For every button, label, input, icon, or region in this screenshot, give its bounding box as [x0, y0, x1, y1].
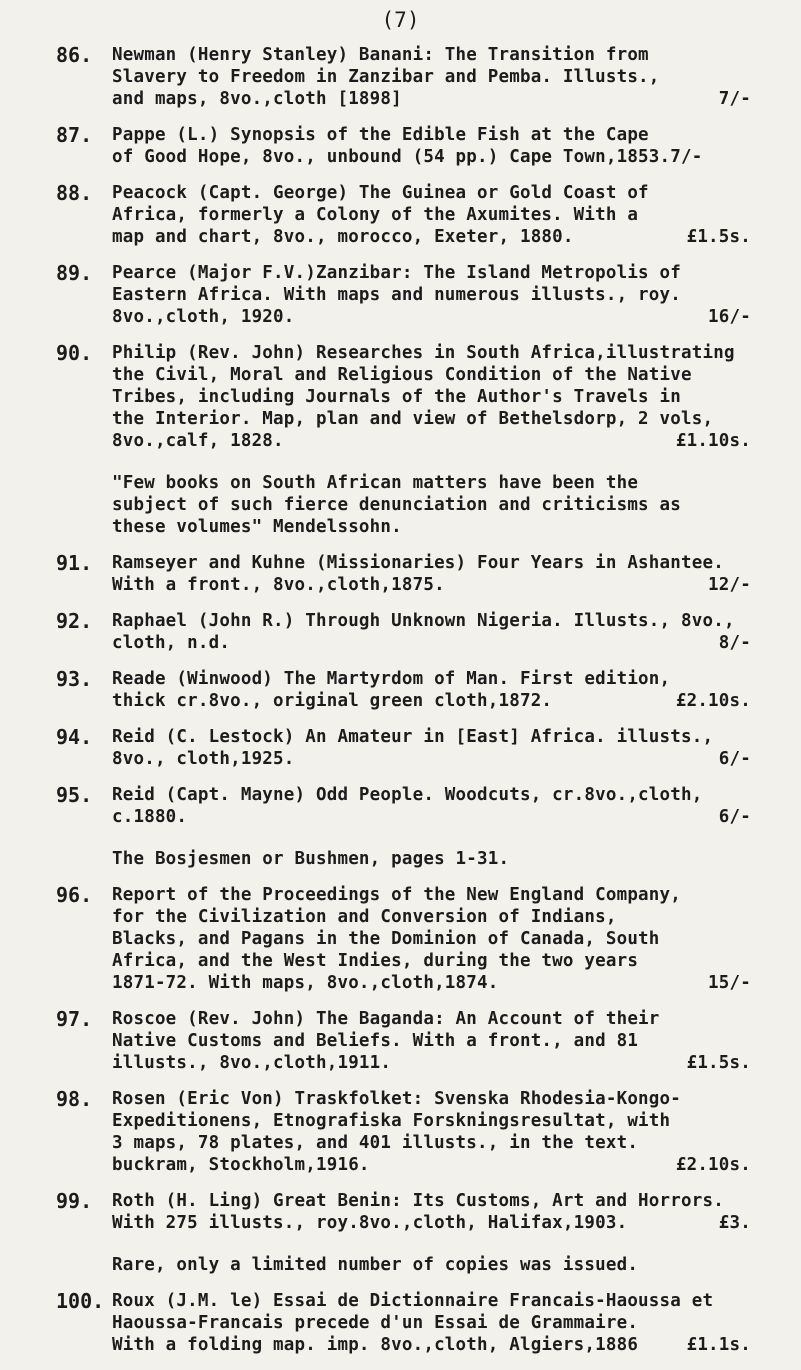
catalogue-entry [0, 342, 801, 538]
entry-line: cloth, n.d. [112, 633, 231, 653]
entry-number: 98. [56, 1087, 93, 1111]
entry-line: illusts., 8vo.,cloth,1911. [112, 1053, 392, 1073]
entry-last-line [112, 430, 751, 452]
entry-number: 91. [56, 551, 93, 575]
entry-line: Roscoe (Rev. John) The Baganda: An Account of their [112, 1009, 660, 1029]
entry-line: 8vo., cloth,1925. [112, 749, 295, 769]
entry-description [112, 1190, 751, 1276]
entry-line: Peacock (Capt. George) The Guinea or Gold Coast of [112, 183, 649, 203]
entry-last-line [112, 748, 751, 770]
entry-line: Rosen (Eric Von) Traskfolket: Svenska Rhodesia-Kongo- [112, 1089, 682, 1109]
entry-line: Slavery to Freedom in Zanzibar and Pemba. Illusts., [112, 67, 660, 87]
entry-line: Tribes, including Journals of the Author's Travels in [112, 387, 682, 407]
entry-line: for the Civilization and Conversion of Indians, [112, 907, 617, 927]
entry-description [112, 1290, 751, 1356]
catalogue-entry [0, 44, 801, 110]
entry-description [112, 1088, 751, 1176]
entry-price: £3. [718, 1213, 751, 1233]
entry-number: 95. [56, 783, 93, 807]
entry-description [112, 342, 751, 538]
entry-number: 93. [56, 667, 93, 691]
entry-note: Rare, only a limited number of copies was issued. [112, 1255, 639, 1275]
entry-price: 12/- [708, 575, 751, 595]
catalogue-entry [0, 1088, 801, 1176]
entry-line: Native Customs and Beliefs. With a front., and 81 [112, 1031, 639, 1051]
entry-line: Eastern Africa. With maps and numerous illusts., roy. [112, 285, 682, 305]
entry-number: 89. [56, 261, 93, 285]
entry-number: 87. [56, 123, 93, 147]
entry-line: Expeditionens, Etnografiska Forskningsresultat, with [112, 1111, 671, 1131]
entry-line: With a front., 8vo.,cloth,1875. [112, 575, 445, 595]
entry-line: the Interior. Map, plan and view of Bethelsdorp, 2 vols, [112, 409, 714, 429]
catalogue-entry [0, 726, 801, 770]
entry-line: the Civil, Moral and Religious Condition of the Native [112, 365, 692, 385]
entry-line: Ramseyer and Kuhne (Missionaries) Four Years in Ashantee. [112, 553, 724, 573]
entry-price: 16/- [708, 307, 751, 327]
entry-last-line [112, 146, 751, 168]
entry-line: Africa, and the West Indies, during the two years [112, 951, 639, 971]
entry-line: buckram, Stockholm,1916. [112, 1155, 370, 1175]
catalogue-entry [0, 1190, 801, 1276]
entry-description [112, 182, 751, 248]
entry-description [112, 552, 751, 596]
catalogue-entry [0, 784, 801, 870]
entry-note: "Few books on South African matters have been the subject of such fierce denunciation and criticisms as these volumes" Mendelssohn. [112, 473, 682, 537]
entry-line: Pappe (L.) Synopsis of the Edible Fish at the Cape [112, 125, 649, 145]
entry-number: 96. [56, 883, 93, 907]
entry-line: Roux (J.M. le) Essai de Dictionnaire Francais-Haoussa et [112, 1291, 714, 1311]
catalogue-entry [0, 182, 801, 248]
entry-line: With 275 illusts., roy.8vo.,cloth, Halifax,1903. [112, 1213, 628, 1233]
entry-line: 8vo.,calf, 1828. [112, 431, 284, 451]
catalogue-entry [0, 124, 801, 168]
catalogue-list [0, 44, 801, 1370]
catalogue-entry [0, 610, 801, 654]
entry-price: 6/- [718, 807, 751, 827]
entry-price: £1.1s. [686, 1335, 751, 1355]
entry-price: 15/- [708, 973, 751, 993]
entry-line: Reid (C. Lestock) An Amateur in [East] Africa. illusts., [112, 727, 714, 747]
entry-price: 8/- [718, 633, 751, 653]
entry-line: Newman (Henry Stanley) Banani: The Transition from [112, 45, 649, 65]
entry-last-line [112, 632, 751, 654]
entry-last-line [112, 806, 751, 828]
entry-number: 97. [56, 1007, 93, 1031]
entry-last-line [112, 1154, 751, 1176]
entry-description [112, 1008, 751, 1074]
entry-number: 94. [56, 725, 93, 749]
entry-description [112, 262, 751, 328]
entry-number: 99. [56, 1189, 93, 1213]
entry-line: Philip (Rev. John) Researches in South Africa,illustrating [112, 343, 735, 363]
entry-number: 88. [56, 181, 93, 205]
entry-last-line [112, 306, 751, 328]
entry-price: £1.5s. [686, 1053, 751, 1073]
entry-number: 90. [56, 341, 93, 365]
entry-line: Reid (Capt. Mayne) Odd People. Woodcuts, cr.8vo.,cloth, [112, 785, 703, 805]
entry-line: c.1880. [112, 807, 188, 827]
entry-line: Blacks, and Pagans in the Dominion of Canada, South [112, 929, 660, 949]
catalogue-entry [0, 1008, 801, 1074]
entry-price: £2.10s. [675, 691, 751, 711]
entry-description [112, 44, 751, 110]
entry-description [112, 668, 751, 712]
entry-last-line [112, 88, 751, 110]
catalogue-entry [0, 1290, 801, 1356]
entry-line: Roth (H. Ling) Great Benin: Its Customs, Art and Horrors. [112, 1191, 724, 1211]
entry-last-line [112, 690, 751, 712]
entry-line: With a folding map. imp. 8vo.,cloth, Algiers,1886 [112, 1335, 639, 1355]
catalogue-entry [0, 668, 801, 712]
entry-price: £2.10s. [675, 1155, 751, 1175]
catalogue-entry [0, 262, 801, 328]
entry-price: 6/- [718, 749, 751, 769]
entry-note: The Bosjesmen or Bushmen, pages 1-31. [112, 849, 510, 869]
entry-description [112, 610, 751, 654]
entry-price: 7/- [718, 89, 751, 109]
entry-line: thick cr.8vo., original green cloth,1872. [112, 691, 553, 711]
entry-line: Reade (Winwood) The Martyrdom of Man. First edition, [112, 669, 671, 689]
entry-line: and maps, 8vo.,cloth [1898] [112, 89, 402, 109]
entry-price: £1.10s. [675, 431, 751, 451]
entry-line: Haoussa-Francais precede d'un Essai de Grammaire. [112, 1313, 639, 1333]
page-number: (7) [381, 8, 420, 32]
catalogue-entry [0, 884, 801, 994]
entry-number: 86. [56, 43, 93, 67]
entry-last-line [112, 972, 751, 994]
entry-description [112, 726, 751, 770]
entry-line: of Good Hope, 8vo., unbound (54 pp.) Cape Town,1853.7/- [112, 147, 703, 167]
entry-last-line [112, 1334, 751, 1356]
entry-price: £1.5s. [686, 227, 751, 247]
entry-last-line [112, 226, 751, 248]
entry-description [112, 784, 751, 870]
entry-line: 3 maps, 78 plates, and 401 illusts., in the text. [112, 1133, 639, 1153]
entry-line: map and chart, 8vo., morocco, Exeter, 1880. [112, 227, 574, 247]
entry-number: 92. [56, 609, 93, 633]
entry-line: 8vo.,cloth, 1920. [112, 307, 295, 327]
entry-last-line [112, 1052, 751, 1074]
entry-line: Africa, formerly a Colony of the Axumites. With a [112, 205, 639, 225]
entry-last-line [112, 574, 751, 596]
entry-line: 1871-72. With maps, 8vo.,cloth,1874. [112, 973, 499, 993]
entry-description [112, 884, 751, 994]
entry-line: Report of the Proceedings of the New England Company, [112, 885, 682, 905]
entry-line: Raphael (John R.) Through Unknown Nigeria. Illusts., 8vo., [112, 611, 735, 631]
catalogue-entry [0, 552, 801, 596]
entry-line: Pearce (Major F.V.)Zanzibar: The Island Metropolis of [112, 263, 682, 283]
entry-number: 100. [56, 1289, 105, 1313]
entry-description [112, 124, 751, 168]
entry-last-line [112, 1212, 751, 1234]
